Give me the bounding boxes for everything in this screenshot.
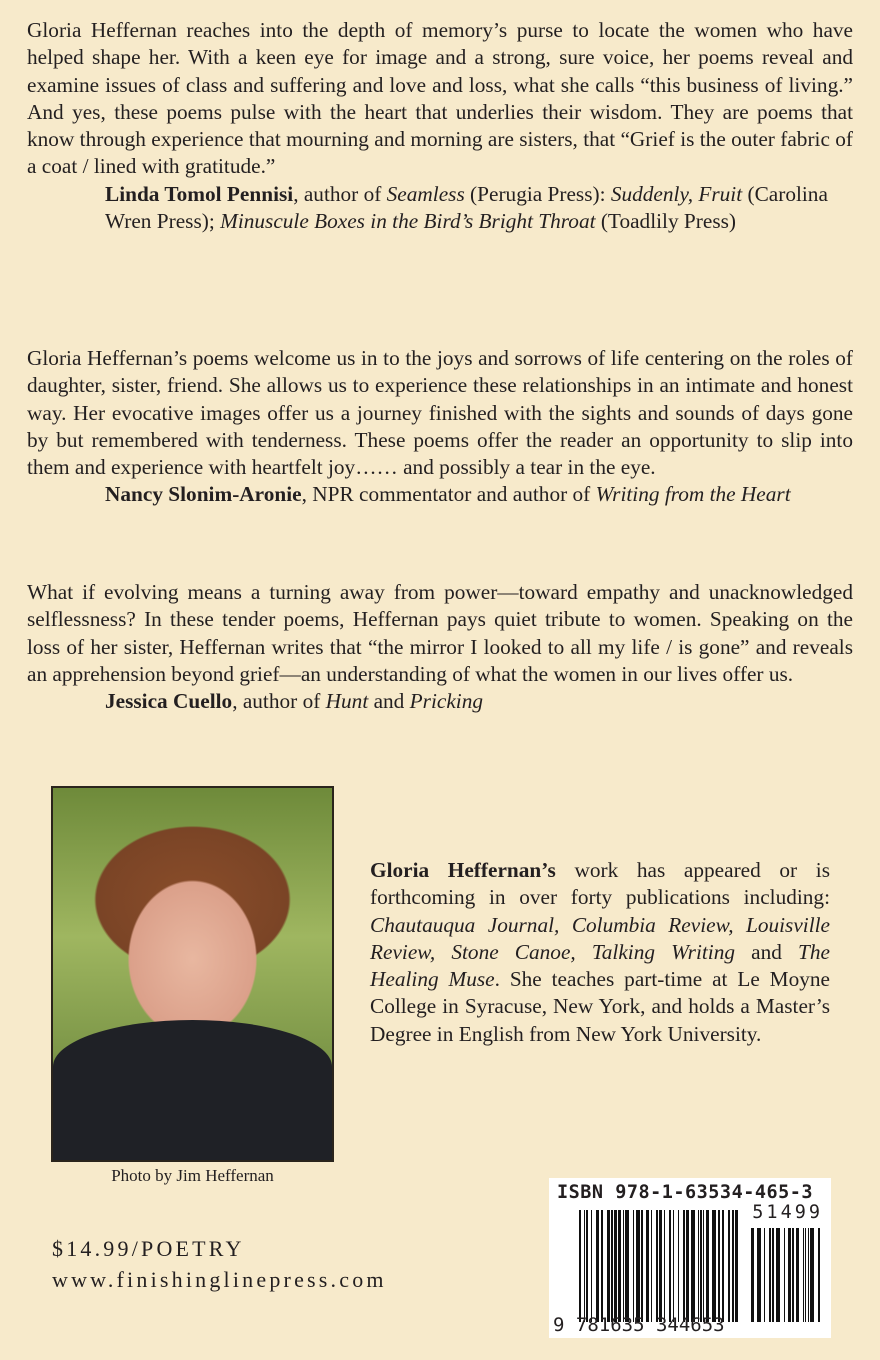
- barcode-bar: [732, 1210, 734, 1322]
- bio-text: and: [735, 939, 799, 964]
- blurb-text: Gloria Heffernan’s poems welcome us in to the joys and sorrows of life centering on the roles of daughter, sister, friend. She allows us to experience these relationships in an intimate and honest way. Her evocative images offer us a journey finished with the sights and sounds of days gone by but remembered with tenderness. These poems offer the reader an opportunity to slip into them and experience with heartfelt joy…… and possibly a tear in the eye.: [27, 346, 853, 480]
- barcode-bar: [641, 1210, 643, 1322]
- barcode-bar: [718, 1210, 720, 1322]
- barcode-bar: [625, 1210, 629, 1322]
- barcode-bar: [728, 1210, 730, 1322]
- blurb-attribution: [27, 481, 853, 508]
- barcode-bar: [686, 1210, 689, 1322]
- attr-text: (Carolina Wren Press);: [105, 181, 828, 234]
- author-bio: [370, 857, 830, 1048]
- blurb-3: [27, 579, 853, 715]
- barcode-bar: [788, 1228, 791, 1322]
- book-title: Writing from the Heart: [595, 482, 791, 507]
- barcode-bar: [586, 1210, 588, 1322]
- publisher-website: www.finishinglinepress.com: [52, 1267, 387, 1292]
- barcode-bar: [712, 1210, 716, 1322]
- isbn-text: ISBN 978-1-63534-465-3: [557, 1182, 814, 1203]
- barcode-bar: [601, 1210, 603, 1322]
- barcode-bar: [722, 1210, 724, 1322]
- barcode-bar: [673, 1210, 674, 1322]
- barcode-bar: [803, 1228, 804, 1322]
- bio-name: Gloria Heffernan’s: [370, 858, 556, 882]
- isbn-barcode: [549, 1178, 831, 1338]
- barcode-bar: [691, 1210, 695, 1322]
- barcode-bar: [764, 1228, 765, 1322]
- photo-sweater: [53, 1020, 332, 1160]
- barcode-bar: [698, 1210, 699, 1322]
- barcode-bar: [659, 1210, 662, 1322]
- barcode-bar: [596, 1210, 599, 1322]
- attr-text: (Perugia Press):: [464, 181, 611, 206]
- attr-text: , author of: [293, 181, 387, 206]
- bio-text: work has appeared or is forthcoming in over forty publications including:: [370, 858, 830, 910]
- blurb-1: [27, 17, 853, 235]
- attr-text: and: [368, 689, 410, 714]
- author-name: Jessica Cuello: [105, 689, 233, 714]
- barcode-bar: [757, 1228, 761, 1322]
- book-title: Seamless: [386, 181, 465, 206]
- barcode-bar: [808, 1228, 809, 1322]
- barcode-bar: [703, 1210, 704, 1322]
- barcode-bar: [751, 1228, 754, 1322]
- author-name: Linda Tomol Pennisi: [105, 181, 294, 206]
- barcode-bar: [623, 1210, 624, 1322]
- barcode-bar: [633, 1210, 634, 1322]
- barcode-bar: [769, 1228, 771, 1322]
- blurb-2: [27, 345, 853, 509]
- blurb-attribution: [27, 688, 853, 715]
- barcode-bar: [706, 1210, 709, 1322]
- barcode-bars-main: [579, 1210, 741, 1322]
- barcode-bar: [818, 1228, 820, 1322]
- barcode-bar: [646, 1210, 649, 1322]
- author-name: Nancy Slonim-Aronie: [105, 482, 302, 507]
- ean-number: 9 781635 344653: [553, 1314, 725, 1336]
- photo-caption: Photo by Jim Heffernan: [111, 1166, 274, 1185]
- price-category: [52, 1233, 387, 1295]
- barcode-bar: [591, 1210, 592, 1322]
- barcode-bar: [656, 1210, 658, 1322]
- attr-text: , author of: [232, 689, 326, 714]
- attr-text: (Toadlily Press): [595, 209, 736, 234]
- barcode-bar: [784, 1228, 785, 1322]
- barcode-bar: [678, 1210, 679, 1322]
- book-title: Suddenly, Fruit: [610, 181, 743, 206]
- book-title: Minuscule Boxes in the Bird’s Bright Throat: [220, 209, 596, 234]
- barcode-bar: [636, 1210, 640, 1322]
- publication-title: The Healing Muse: [370, 939, 830, 992]
- blurb-text: What if evolving means a turning away from power—toward empathy and unacknowledged selflessness? In these tender poems, Heffernan pays quiet tribute to women. Speaking on the loss of her sister, Heffernan writes that “the mirror I looked to all my life / is gone” and reveals an apprehension beyond grief—an understanding of what the women in our lives offer us.: [27, 580, 853, 686]
- barcode-bar: [664, 1210, 665, 1322]
- publication-list: Chautauqua Journal, Columbia Review, Louisville Review, Stone Canoe, Talking Writing: [370, 912, 830, 964]
- barcode-bar: [772, 1228, 774, 1322]
- attr-text: , NPR commentator and author of: [301, 482, 596, 507]
- price-addon-code: 51499: [752, 1202, 823, 1223]
- barcode-bar: [607, 1210, 610, 1322]
- barcode-bar: [669, 1210, 671, 1322]
- barcode-bar: [579, 1210, 581, 1322]
- price-label: $14.99/POETRY: [52, 1236, 245, 1261]
- barcode-bar: [776, 1228, 780, 1322]
- barcode-bar: [805, 1228, 806, 1322]
- barcode-bars-addon: [751, 1228, 825, 1322]
- book-title: Pricking: [409, 689, 483, 714]
- barcode-bar: [618, 1210, 621, 1322]
- barcode-bar: [735, 1210, 738, 1322]
- blurb-text: Gloria Heffernan reaches into the depth of memory’s purse to locate the women who have helped shape her. With a keen eye for image and a strong, sure voice, her poems reveal and examine issues of class and suffering and love and loss, what she calls “this business of living.” And yes, these poems pulse with the heart that underlies their wisdom. They are poems that know through experience that mourning and morning are sisters, that “Grief is the outer fabric of a coat / lined with gratitude.”: [27, 18, 853, 179]
- barcode-bar: [611, 1210, 613, 1322]
- book-title: Hunt: [325, 689, 369, 714]
- barcode-bar: [700, 1210, 702, 1322]
- bio-text: . She teaches part-time at Le Moyne College in Syracuse, New York, and holds a Master’s Degree in English from New York University.: [370, 967, 830, 1046]
- barcode-bar: [792, 1228, 794, 1322]
- barcode-bar: [683, 1210, 685, 1322]
- barcode-bar: [651, 1210, 652, 1322]
- barcode-bar: [584, 1210, 585, 1322]
- author-photo: [51, 786, 334, 1162]
- barcode-bar: [796, 1228, 799, 1322]
- blurb-attribution: [27, 181, 853, 236]
- barcode-bar: [614, 1210, 617, 1322]
- barcode-bar: [810, 1228, 814, 1322]
